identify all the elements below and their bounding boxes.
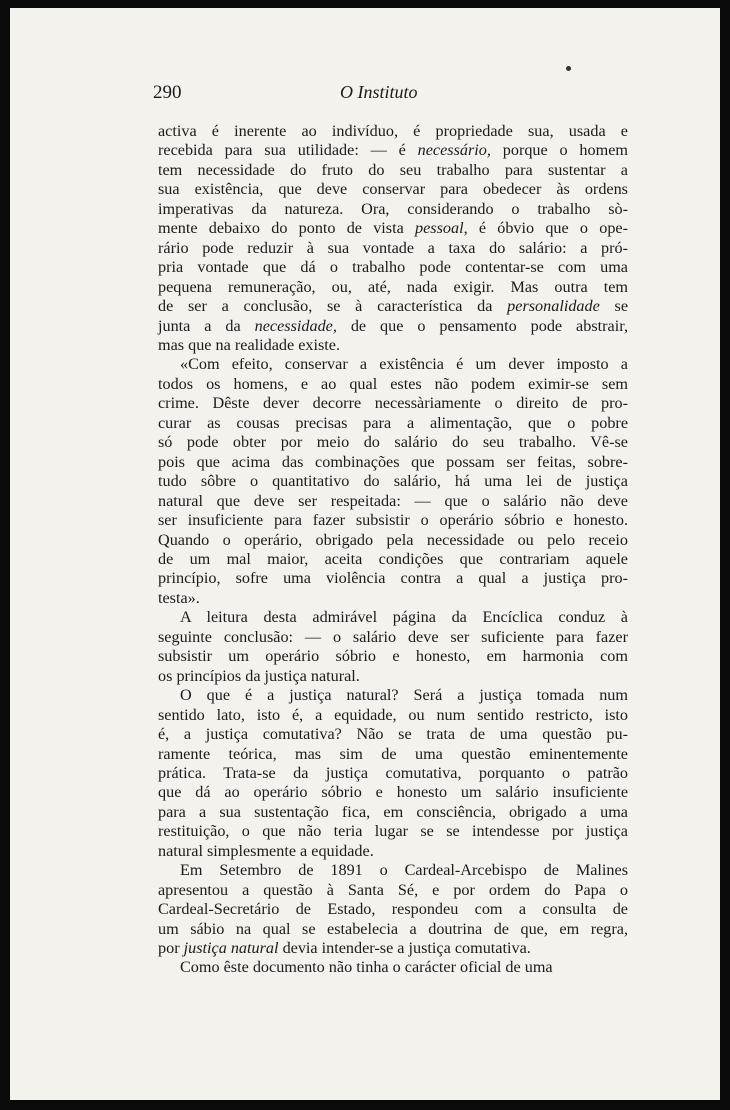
paragraph bbox=[158, 861, 628, 958]
text-line: princípio, sofre uma violência contra a qual a justiça pro- bbox=[158, 569, 628, 588]
text-line: prática. Trata-se da justiça comutativa, porquanto o patrão bbox=[158, 763, 628, 782]
text-line: mente debaixo do ponto de vista pessoal, é óbvio que o ope- bbox=[158, 219, 628, 238]
text-line: é, a justiça comutativa? Não se trata de uma questão pu- bbox=[158, 725, 628, 744]
text-line: sentido lato, isto é, a equidade, ou num sentido restricto, isto bbox=[158, 705, 628, 724]
text-line: rário pode reduzir à sua vontade a taxa do salário: a pró- bbox=[158, 238, 628, 257]
text-line: restituição, o que não teria lugar se se intendesse por justiça bbox=[158, 822, 628, 841]
text-line: pria vontade que dá o trabalho pode contentar-se com uma bbox=[158, 258, 628, 277]
text-line: que dá ao operário sóbrio e honesto um salário insuficiente bbox=[158, 783, 628, 802]
text-line: de um mal maior, aceita condições que contrariam aquele bbox=[158, 549, 628, 568]
text-line: de ser a conclusão, se à característica da personalidade se bbox=[158, 297, 628, 316]
paragraph bbox=[158, 355, 628, 608]
text-line: curar as cousas precisas para a alimentação, que o pobre bbox=[158, 413, 628, 432]
text-line: A leitura desta admirável página da Encíclica conduz à bbox=[180, 608, 628, 627]
text-line: subsistir um operário sóbrio e honesto, em harmonia com bbox=[158, 647, 628, 666]
text-line: natural simplesmente a equidade. bbox=[158, 841, 374, 860]
text-line: natural que deve ser respeitada: — que o salário não deve bbox=[158, 491, 628, 510]
ink-speck bbox=[566, 66, 571, 71]
text-line: por justiça natural devia intender-se a justiça comutativa. bbox=[158, 939, 531, 958]
text-line: mas que na realidade existe. bbox=[158, 335, 341, 354]
text-line: activa é inerente ao indivíduo, é propriedade sua, usada e bbox=[158, 122, 628, 140]
text-line: para a sua sustentação fica, em consciência, obrigado a uma bbox=[158, 802, 628, 821]
page-header bbox=[10, 82, 720, 112]
text-line: todos os homens, e ao qual estes não podem eximir-se sem bbox=[158, 374, 628, 393]
body-text bbox=[158, 122, 628, 978]
paragraph bbox=[158, 686, 628, 861]
text-line: tem necessidade do fruto do seu trabalho para sustentar a bbox=[158, 160, 628, 179]
paragraph bbox=[158, 958, 628, 977]
text-line: Como êste documento não tinha o carácter oficial de uma bbox=[180, 958, 553, 977]
text-line: ser insuficiente para fazer subsistir o operário sóbrio e honesto. bbox=[158, 511, 628, 530]
text-line: junta a da necessidade, de que o pensamento pode abstrair, bbox=[158, 316, 628, 335]
paragraph bbox=[158, 122, 628, 355]
text-line: testa». bbox=[158, 588, 200, 607]
text-line: sua existência, que deve conservar para obedecer às ordens bbox=[158, 180, 628, 199]
text-line: os princípios da justiça natural. bbox=[158, 666, 360, 685]
running-title: O Instituto bbox=[340, 82, 418, 102]
text-line: pequena remuneração, ou, até, nada exigir. Mas outra tem bbox=[158, 277, 628, 296]
text-line: crime. Dêste dever decorre necessàriamente o direito de pro- bbox=[158, 394, 628, 413]
text-line: seguinte conclusão: — o salário deve ser suficiente para fazer bbox=[158, 627, 628, 646]
text-line: só pode obter por meio do salário do seu trabalho. Vê-se bbox=[158, 433, 628, 452]
text-line: Cardeal-Secretário de Estado, respondeu com a consulta de bbox=[158, 900, 628, 919]
paragraph bbox=[158, 608, 628, 686]
text-line: «Com efeito, conservar a existência é um dever imposto a bbox=[180, 355, 628, 374]
text-line: um sábio na qual se estabelecia a doutrina de que, em regra, bbox=[158, 919, 628, 938]
page-number: 290 bbox=[153, 82, 182, 103]
text-line: Quando o operário, obrigado pela necessidade ou pelo receio bbox=[158, 530, 628, 549]
book-page bbox=[10, 8, 720, 1100]
text-line: tudo sôbre o quantitativo do salário, há uma lei de justiça bbox=[158, 472, 628, 491]
text-line: ramente teórica, mas sim de uma questão eminentemente bbox=[158, 744, 628, 763]
text-line: Em Setembro de 1891 o Cardeal-Arcebispo de Malines bbox=[180, 861, 628, 880]
text-line: recebida para sua utilidade: — é necessário, porque o homem bbox=[158, 141, 628, 160]
text-line: imperativas da natureza. Ora, considerando o trabalho sò- bbox=[158, 199, 628, 218]
text-line: O que é a justiça natural? Será a justiça tomada num bbox=[180, 686, 628, 705]
text-line: apresentou a questão à Santa Sé, e por ordem do Papa o bbox=[158, 880, 628, 899]
text-line: pois que acima das combinações que possam ser feitas, sobre- bbox=[158, 452, 628, 471]
